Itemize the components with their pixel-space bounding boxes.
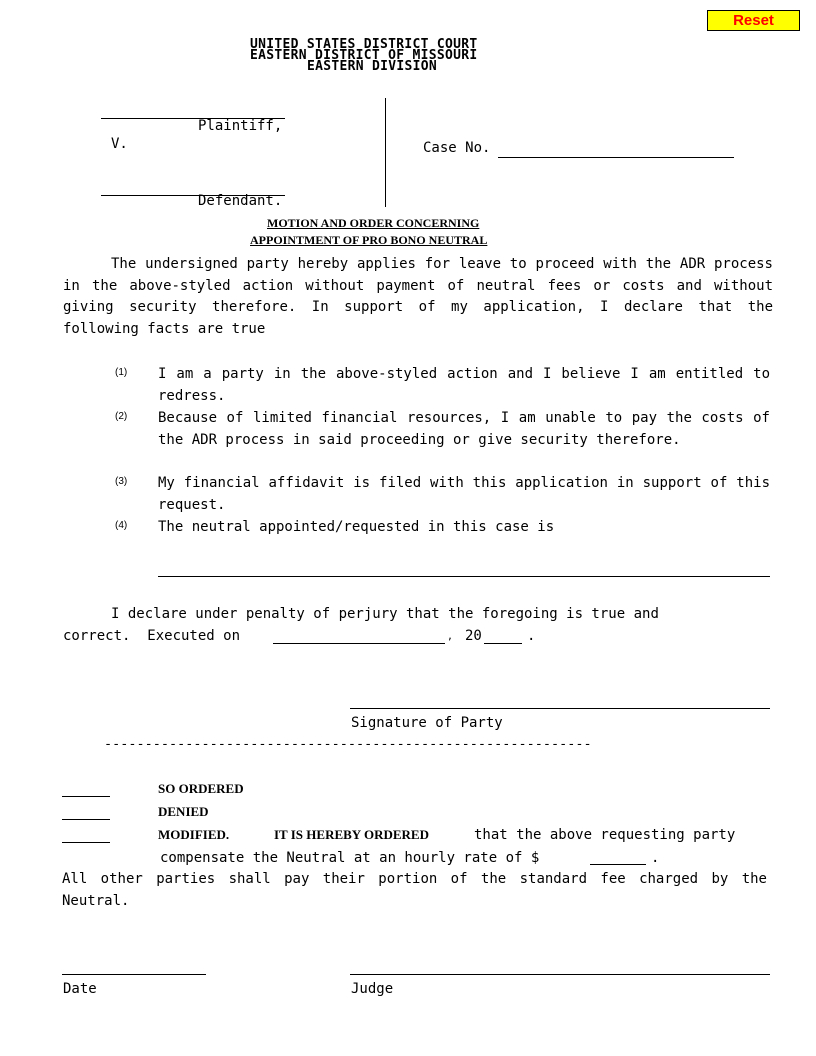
case-number-label: Case No. [423, 140, 491, 156]
motion-title-line2: APPOINTMENT OF PRO BONO NEUTRAL [250, 233, 488, 247]
executed-year-field[interactable] [484, 628, 522, 644]
item-number: (3) [115, 476, 128, 487]
item-text: The neutral appointed/requested in this case is [158, 519, 555, 535]
modified-mark-field[interactable] [62, 827, 110, 843]
so-ordered-mark-field[interactable] [62, 781, 110, 797]
motion-title-line1: MOTION AND ORDER CONCERNING [267, 216, 480, 230]
item-text: I am a party in the above-styled action and I believe I am entitled to redress. [158, 366, 770, 404]
modified-label: MODIFIED. [158, 827, 230, 842]
judge-label: Judge [351, 981, 394, 997]
period: . [527, 628, 536, 644]
hourly-rate-field[interactable] [590, 849, 646, 865]
neutral-name-field[interactable] [158, 561, 770, 577]
executed-date-field[interactable] [273, 628, 445, 644]
court-district: EASTERN DISTRICT OF MISSOURI [250, 48, 478, 63]
date-field[interactable] [62, 959, 206, 975]
caption-divider [385, 98, 386, 207]
plaintiff-label: Plaintiff, [198, 118, 283, 134]
executed-on-label: correct. Executed on [63, 628, 241, 644]
declaration-text: I declare under penalty of perjury that the foregoing is true and [111, 606, 659, 622]
compensate-text: compensate the Neutral at an hourly rate of $ [160, 850, 540, 866]
item-number: (2) [115, 411, 128, 422]
item-text: My financial affidavit is filed with this application in support of this request. [158, 475, 770, 513]
so-ordered-label: SO ORDERED [158, 781, 244, 796]
plaintiff-name-field[interactable] [101, 103, 285, 119]
denied-label: DENIED [158, 804, 209, 819]
other-parties-text: All other parties shall pay their portion of the standard fee charged by the Neutral. [62, 871, 767, 909]
year-prefix: 20 [465, 628, 482, 644]
case-number-field[interactable] [498, 142, 734, 158]
versus-label: V. [111, 136, 128, 152]
item-number: (1) [115, 367, 128, 378]
item-text: Because of limited financial resources, I am unable to pay the costs of the ADR process in said proceeding or give security therefore. [158, 410, 770, 448]
party-signature-field[interactable] [350, 693, 770, 709]
compensate-period: . [651, 850, 660, 866]
court-division: EASTERN DIVISION [307, 59, 438, 74]
defendant-label: Defendant. [198, 193, 283, 209]
signature-label: Signature of Party [351, 715, 503, 731]
intro-paragraph: The undersigned party hereby applies for leave to proceed with the ADR process in the above-styled action without payment of neutral fees or costs and without giving security therefore. In support of my application, I declare that the following facts are true [63, 256, 773, 337]
comma: , [447, 631, 454, 642]
denied-mark-field[interactable] [62, 804, 110, 820]
dashed-divider: ------------------------------------------------------------ [104, 736, 592, 752]
modified-text: that the above requesting party [474, 827, 736, 843]
date-label: Date [63, 981, 97, 997]
item-number: (4) [115, 520, 128, 531]
hereby-ordered-label: IT IS HEREBY ORDERED [274, 827, 429, 842]
court-name: UNITED STATES DISTRICT COURT [250, 37, 478, 52]
reset-button[interactable]: Reset [707, 10, 800, 31]
judge-signature-field[interactable] [350, 959, 770, 975]
